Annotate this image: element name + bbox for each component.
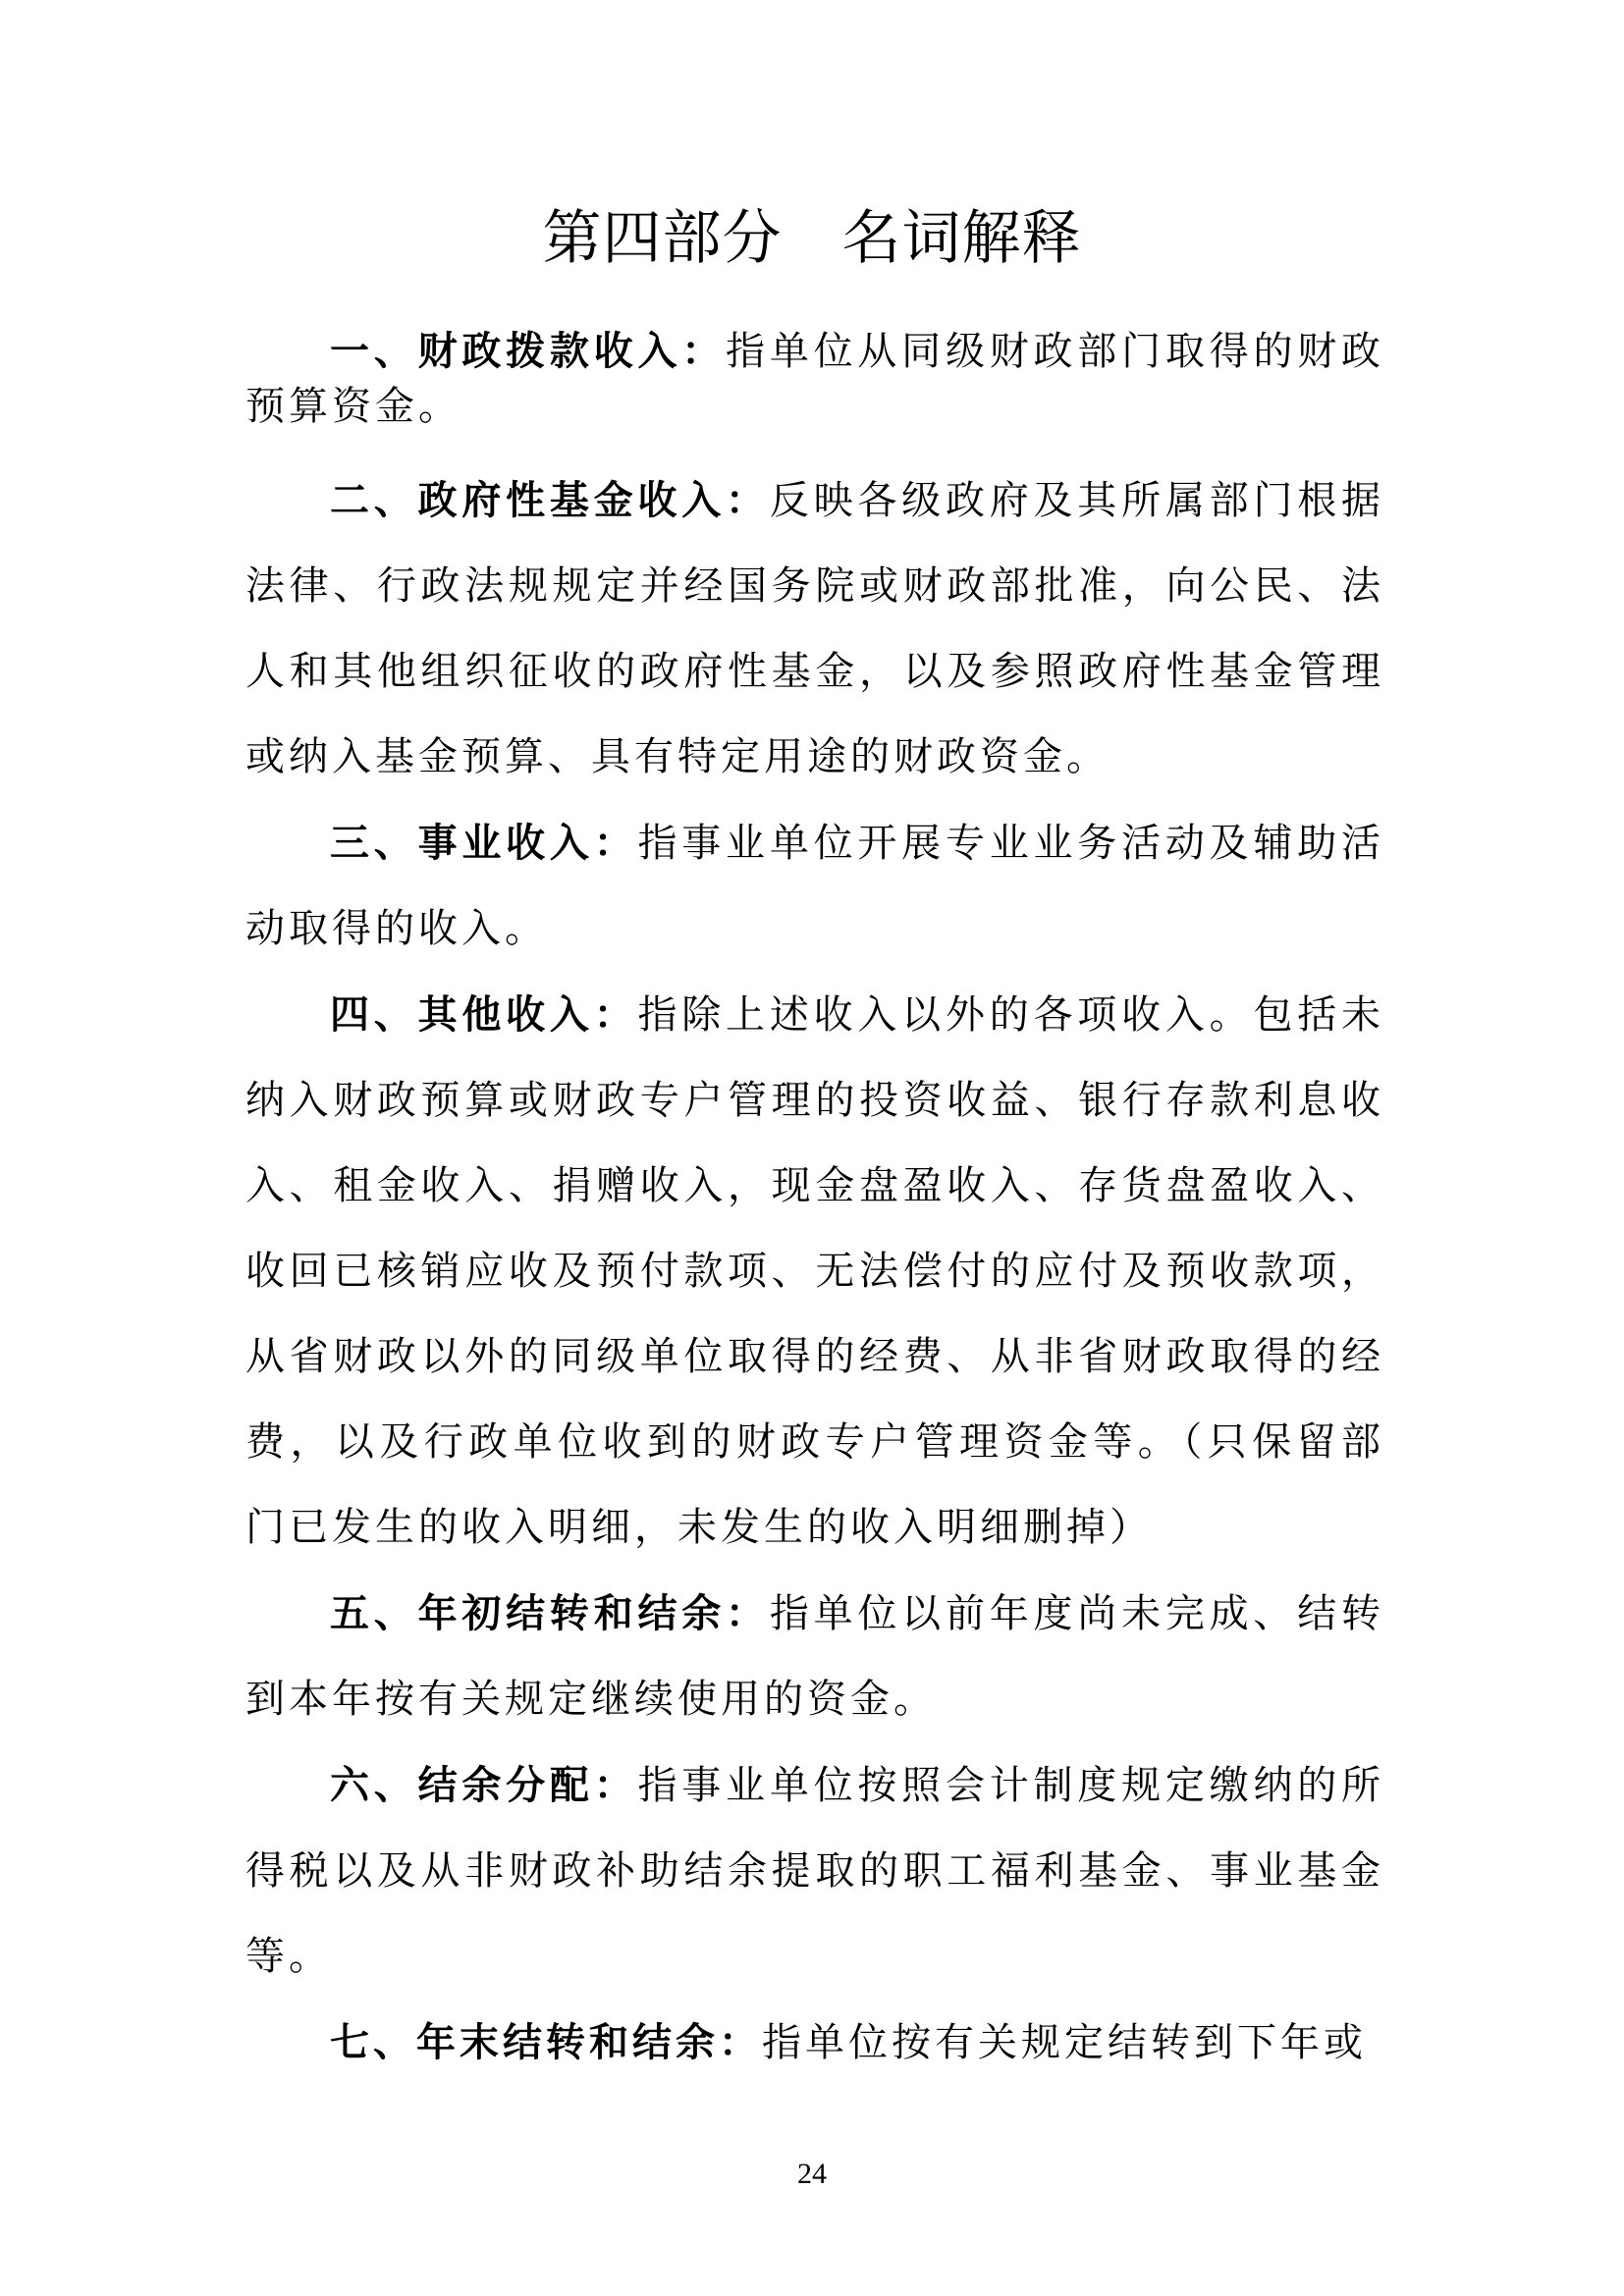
term-paragraph-4	[245, 972, 1384, 1571]
term-label: 二、政府性基金收入：	[330, 477, 770, 523]
page-number: 24	[797, 2158, 827, 2190]
term-paragraph-7	[245, 2000, 1384, 2086]
term-label: 五、年初结转和结余：	[330, 1590, 770, 1636]
document-body	[245, 324, 1384, 2086]
term-paragraph-1	[245, 324, 1384, 434]
term-definition: 指单位按有关规定结转到下年或	[762, 2020, 1367, 2065]
page-title: 第四部分 名词解释	[542, 204, 1082, 273]
term-label: 四、其他收入：	[330, 991, 638, 1038]
term-label: 七、年末结转和结余：	[330, 2019, 762, 2065]
term-label: 六、结余分配：	[330, 1762, 638, 1808]
term-label: 一、财政拨款收入：	[330, 328, 727, 374]
term-label: 三、事业收入：	[330, 820, 638, 866]
term-definition: 指事业单位开展专业业务活动及辅助活动取得的收入。	[245, 821, 1385, 951]
term-definition: 指单位从同级财政部门取得的财政预算资金。	[245, 329, 1385, 429]
term-definition: 指除上述收入以外的各项收入。包括未纳入财政预算或财政专户管理的投资收益、银行存款利息收入、租金收入、捐赠收入，现金盘盈收入、存货盘盈收入、收回已核销应收及预付款项、无法偿付的应付及预收款项，从省财政以外的同级单位取得的经费、从非省财政取得的经费，以及行政单位收到的财政专户管理资金等。（只保留部门已发生的收入明细，未发生的收入明细删掉）	[245, 992, 1385, 1550]
term-paragraph-5	[245, 1571, 1384, 1742]
term-definition: 反映各级政府及其所属部门根据法律、行政法规规定并经国务院或财政部批准，向公民、法人和其他组织征收的政府性基金，以及参照政府性基金管理或纳入基金预算、具有特定用途的财政资金。	[245, 478, 1385, 779]
term-definition: 指单位以前年度尚未完成、结转到本年按有关规定继续使用的资金。	[245, 1591, 1385, 1722]
term-paragraph-3	[245, 800, 1384, 972]
term-paragraph-2	[245, 457, 1384, 800]
term-paragraph-6	[245, 1742, 1384, 2000]
term-definition: 指事业单位按照会计制度规定缴纳的所得税以及从非财政补助结余提取的职工福利基金、事业基金等。	[245, 1763, 1385, 1979]
